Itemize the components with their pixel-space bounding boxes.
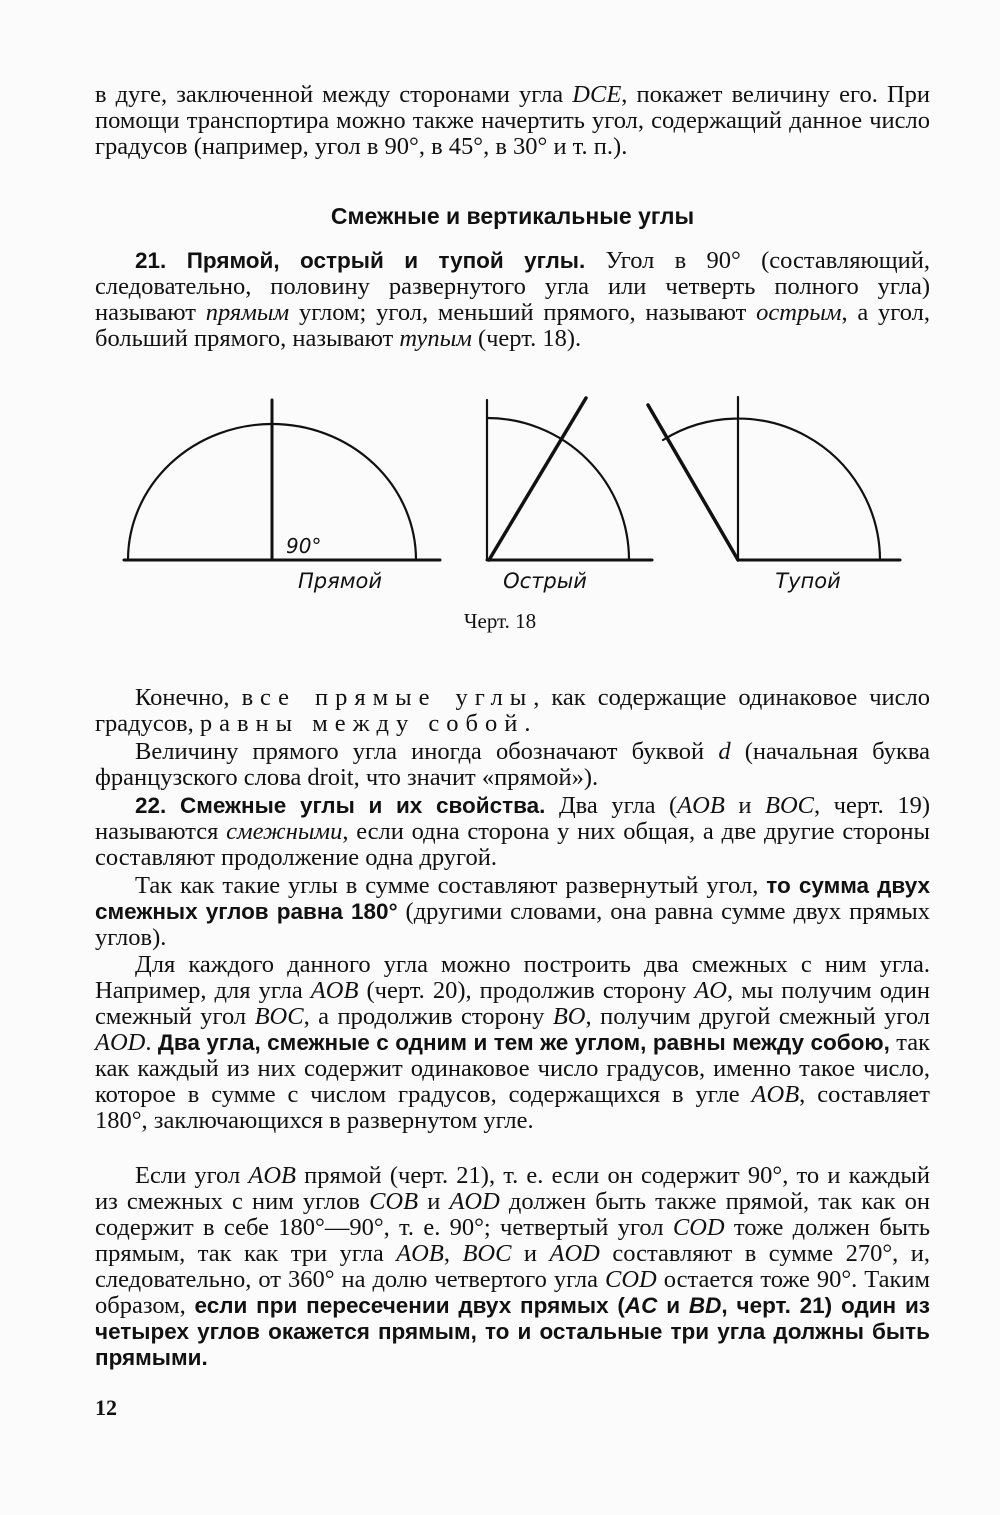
angle-name: BOC [765,792,815,819]
text: Два угла ( [545,792,678,819]
acute-angle-drawing [487,398,652,560]
line-name: BD [688,1293,722,1318]
text: Так как такие углы в сумме составляют развернутый угол, [135,872,767,899]
text: должен быть также прямой, так как он содержит в себе 180°—90°, т. е. 90°; четвертый угол [95,1188,930,1241]
text: остается тоже 90°. Таким образом, [95,1266,931,1319]
text: и [511,1240,550,1267]
text: (начальная буква французского слова droit, что значит «прямой»). [95,738,930,791]
angle-name: DCE [572,81,622,108]
text: (другими словами, она равна сумме двух прямых углов). [95,898,930,951]
text: (черт. 18). [471,325,582,352]
text: , покажет величину его. При помощи транспортира можно также начертить угол, содержащий данное число градусов (например, угол в 90°, в 45°, в 30° и т. п.). [95,81,930,160]
spaced-text: все прямые углы [241,684,534,711]
angle-name: AOB [677,792,725,819]
text: , если одна сторона у них общая, а две другие стороны составляют продолжение одна другой. [95,818,931,871]
section-heading-text: Смежные и вертикальные углы [330,203,695,229]
angle-name: AOB [310,977,359,1004]
paragraph-right-case [95,1163,930,1371]
text: Конечно, [135,684,242,711]
term-acute: острым [756,299,842,326]
angle-name: COB [369,1188,419,1215]
paragraph-sum [95,873,930,951]
bold-statement: , черт. 21) один из четырех углов окажется прямым, то и остальные три угла должны быть прямыми. [95,1293,930,1370]
text: (черт. 20), продолжив сторону [358,977,695,1004]
text: Угол в 90° (составляющий, следовательно, половину развернутого угла или четверть полного угла) называют [95,247,931,326]
side-name: AO [694,977,727,1004]
angle-name: AOB [396,1240,444,1267]
text: , составляет 180°, заключающихся в развернутом угле. [95,1081,931,1134]
section-heading [95,203,930,229]
label-acute: Острый [503,569,587,593]
text: Если угол [135,1162,249,1189]
text: Для каждого данного угла можно построить два смежных с ним угла. Например, для угла [95,951,930,1004]
paragraph-top [95,82,930,160]
angle-name: BOC [462,1240,512,1267]
text: , [443,1240,463,1267]
term-adjacent: смежными [226,818,343,845]
angle-name: BOC [254,1003,304,1030]
text: , черт. 19) называются [95,792,930,845]
text: прямой (черт. 21), т. е. если он содержит 90°, то и каждый из смежных с ним углов [95,1162,930,1215]
figure-18 [0,385,1000,645]
text: . [145,1029,158,1056]
bold-statement: Два угла, смежные с одним и тем же углом, равны между собою, [157,1030,890,1055]
angle-name: AOD [449,1188,500,1215]
text: , а угол, больший прямого, называют [95,299,931,352]
angle-name: COD [672,1214,725,1241]
paragraph-letter-d [95,739,930,791]
paragraph-build [95,952,930,1134]
paragraph-equal [95,685,930,737]
text: , мы получим один смежный угол [95,977,930,1030]
section-21 [95,248,930,352]
text: и [418,1188,450,1215]
angle-name: AOB [751,1081,800,1108]
text: составляют в сумме 270°, и, следовательно, от 360° на долю четвертого угла [95,1240,930,1293]
term-right: прямым [205,299,290,326]
text: , получим другой смежный угол [585,1003,930,1030]
obtuse-angle-drawing [648,397,900,560]
right-angle-drawing [124,400,440,560]
bold-statement: то сумма двух смежных углов равна 180° [95,873,931,924]
angle-name: AOD [549,1240,600,1267]
figure-caption: Черт. 18 [463,609,537,633]
side-name: BO [552,1003,586,1030]
bold-statement: и [657,1293,689,1318]
letter-d: d [718,738,731,765]
label-obtuse: Тупой [775,569,841,593]
text: Величину прямого угла иногда обозначают буквой [135,738,719,765]
section-22-title: 22. Смежные углы и их свойства. [135,793,546,818]
section-22 [95,793,930,871]
text: тоже должен быть прямым, так как три угла [95,1214,930,1267]
bold-statement: если при пересечении двух прямых ( [194,1293,625,1318]
angle-name: COD [604,1266,657,1293]
angle-name: AOB [248,1162,296,1189]
label-right: Прямой [297,569,383,593]
line-name: AC [624,1293,658,1318]
text: и [724,792,766,819]
text: в дуге, заключенной между сторонами угла [95,81,573,108]
angle-name: AOD [95,1029,146,1056]
term-obtuse: тупым [399,325,472,352]
text: так как каждый из них содержит одинаковое число градусов, именно такое число, которое в сумме с числом градусов, содержащихся в угле [95,1029,930,1108]
degree-label: 90° [286,534,322,558]
text: , как содержащие одинаковое число градусов, [95,684,931,737]
text: углом; угол, меньший прямого, называют [289,299,757,326]
text: , а продолжив сторону [303,1003,553,1030]
text: . [524,710,531,737]
spaced-text: равны между собой [199,710,525,737]
section-21-title: 21. Прямой, острый и тупой углы. [135,248,586,273]
page-number: 12 [95,1395,117,1420]
